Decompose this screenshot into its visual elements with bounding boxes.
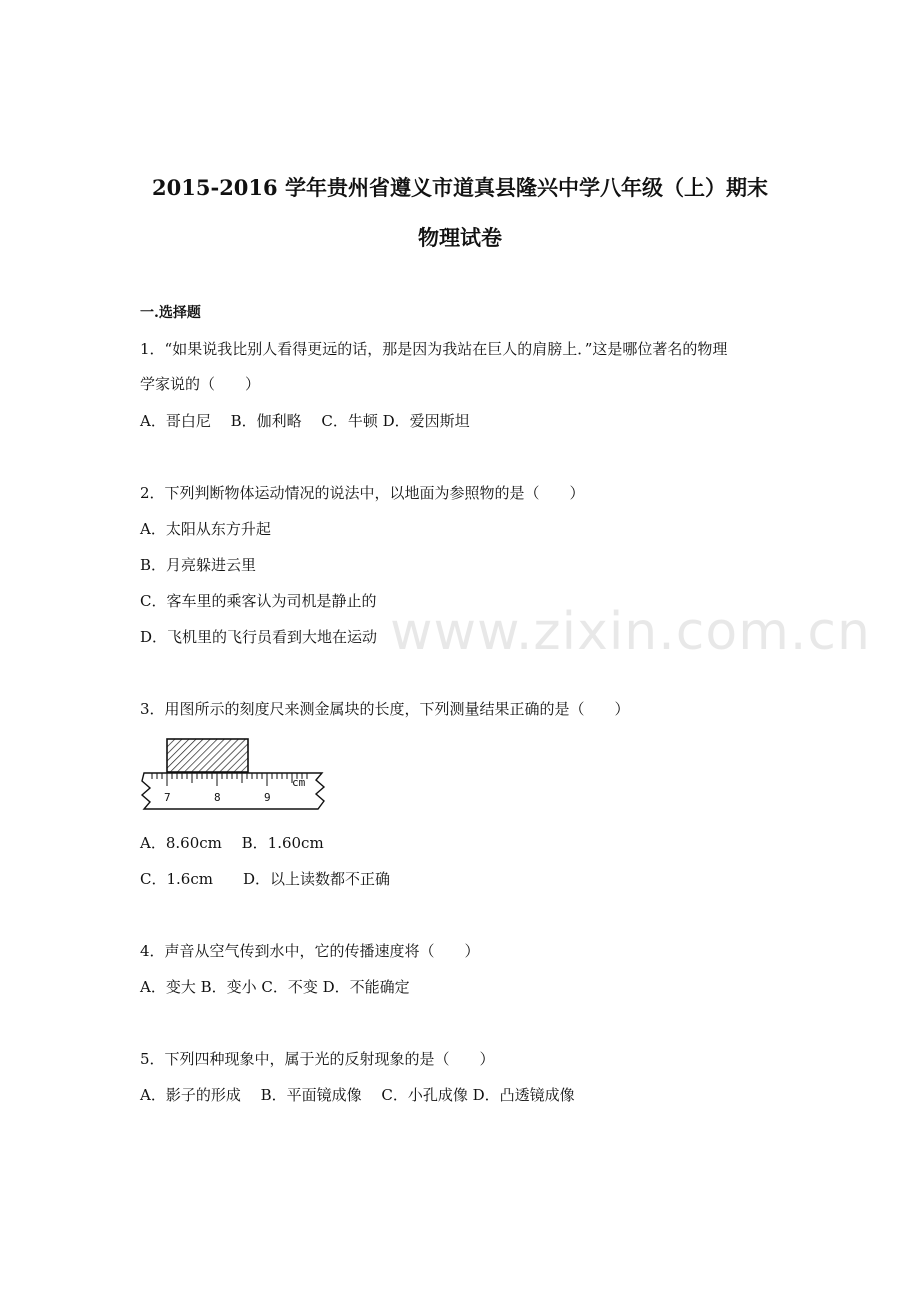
question-1-stem-line1: 1．“如果说我比别人看得更远的话，那是因为我站在巨人的肩膀上．”这是哪位著名的物理 [140,340,728,358]
question-2-stem: 2．下列判断物体运动情况的说法中，以地面为参照物的是（ ） [140,484,585,502]
ruler-label-8: 8 [214,791,221,804]
question-1-options: A．哥白尼 B．伽利略 C．牛顿 D．爱因斯坦 [140,412,470,430]
ruler-label-9: 9 [264,791,271,804]
section-heading: 一.选择题 [140,305,201,321]
question-5-stem: 5．下列四种现象中，属于光的反射现象的是（ ） [140,1050,495,1068]
question-3-stem: 3．用图所示的刻度尺来测金属块的长度，下列测量结果正确的是（ ） [140,700,630,718]
ruler-unit-label: cm [292,776,306,789]
question-5-options: A．影子的形成 B．平面镜成像 C．小孔成像 D．凸透镜成像 [140,1086,575,1104]
ruler-figure [138,733,328,813]
question-1-stem-line2: 学家说的（ ） [140,375,261,393]
question-4-stem: 4．声音从空气传到水中，它的传播速度将（ ） [140,942,480,960]
question-2-option-b: B．月亮躲进云里 [140,556,257,574]
question-2-option-d: D．飞机里的飞行员看到大地在运动 [140,628,378,646]
document-title-line1: 2015-2016 学年贵州省遵义市道真县隆兴中学八年级（上）期末 [152,175,768,200]
ruler-diagram [138,733,328,813]
question-4-options: A．变大 B．变小 C．不变 D．不能确定 [140,978,410,996]
metal-block [167,739,248,772]
question-3-options-row2: C．1.6cm D．以上读数都不正确 [140,870,390,888]
ruler-label-7: 7 [164,791,171,804]
question-3-options-row1: A．8.60cm B．1.60cm [140,834,324,852]
question-2-option-c: C．客车里的乘客认为司机是静止的 [140,592,377,610]
document-title-line2: 物理试卷 [418,225,502,250]
watermark: www.zixin.com.cn [390,602,871,662]
question-2-option-a: A．太阳从东方升起 [140,520,271,538]
